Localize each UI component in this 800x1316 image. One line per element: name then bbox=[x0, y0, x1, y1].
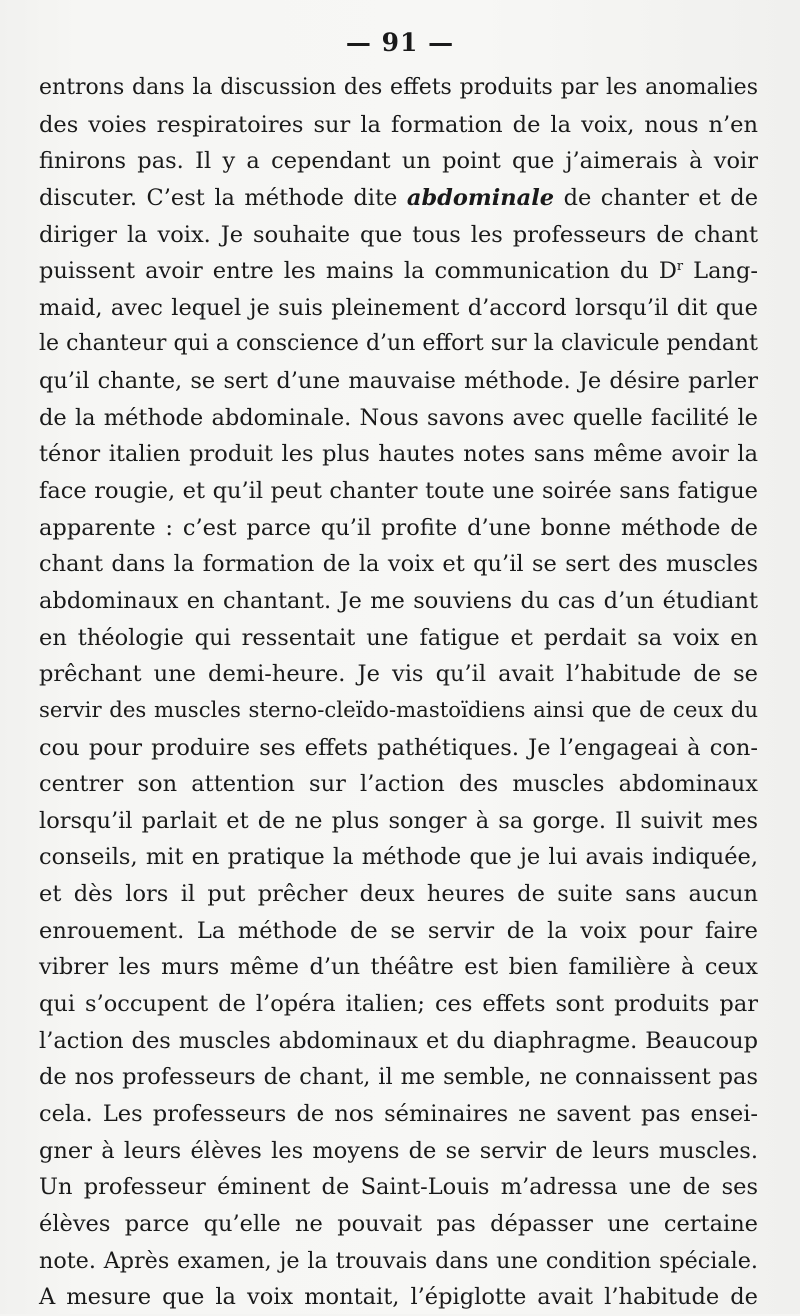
text-line: entrons dans la discussion des effets produits par les anomalies bbox=[39, 75, 758, 100]
text-line: et dès lors il put prêcher deux heures de suite sans aucun bbox=[39, 881, 758, 908]
text-line: finirons pas. Il y a cependant un point que j’aimerais à voir bbox=[39, 148, 758, 175]
text-line: de nos professeurs de chant, il me semble, ne connaissent pas bbox=[39, 1064, 758, 1091]
text-line: maid, avec lequel je suis pleinement d’accord lorsqu’il dit que bbox=[39, 294, 758, 321]
text-line: chant dans la formation de la voix et qu’il se sert des muscles bbox=[39, 551, 758, 578]
text-line: en théologie qui ressentait une fatigue et perdait sa voix en bbox=[39, 624, 758, 651]
text-line: centrer son attention sur l’action des muscles abdominaux bbox=[39, 771, 758, 798]
superscript: r bbox=[676, 259, 684, 275]
text-line: vibrer les murs même d’un théâtre est bien familière à ceux bbox=[39, 954, 758, 981]
text-line: lorsqu’il parlait et de ne plus songer à sa gorge. Il suivit mes bbox=[39, 807, 758, 834]
text-line: diriger la voix. Je souhaite que tous les professeurs de chant bbox=[39, 221, 758, 248]
text-line: Un professeur éminent de Saint-Louis m’adressa une de ses bbox=[39, 1174, 758, 1201]
text-line: apparente : c’est parce qu’il profite d’une bonne méthode de bbox=[39, 514, 758, 541]
text-line bbox=[39, 253, 758, 290]
text-line: enrouement. La méthode de se servir de la voix pour faire bbox=[39, 917, 758, 944]
text-line: cela. Les professeurs de nos séminaires ne savent pas ensei- bbox=[39, 1100, 758, 1127]
text-line: A mesure que la voix montait, l’épiglotte avait l’habitude de bbox=[39, 1284, 758, 1311]
text-line: gner à leurs élèves les moyens de se servir de leurs muscles. bbox=[39, 1137, 758, 1164]
page-number: — 91 — bbox=[345, 28, 455, 57]
text-segment: de chanter et de bbox=[554, 184, 759, 211]
text-segment: puissent avoir entre les mains la communication du D bbox=[39, 258, 677, 285]
text-line: des voies respiratoires sur la formation de la voix, nous n’en bbox=[39, 111, 758, 138]
text-line: note. Après examen, je la trouvais dans une condition spéciale. bbox=[39, 1247, 758, 1274]
text-line: abdominaux en chantant. Je me souviens du cas d’un étudiant bbox=[39, 587, 758, 614]
text-line: ténor italien produit les plus hautes notes sans même avoir la bbox=[39, 441, 758, 468]
text-line: l’action des muscles abdominaux et du diaphragme. Beaucoup bbox=[39, 1027, 758, 1054]
text-line: qui s’occupent de l’opéra italien; ces effets sont produits par bbox=[39, 991, 758, 1018]
text-line: face rougie, et qu’il peut chanter toute une soirée sans fatigue bbox=[39, 478, 758, 505]
text-segment: discuter. C’est la méthode dite bbox=[39, 184, 407, 211]
text-segment: Lang- bbox=[683, 258, 758, 285]
text-line: conseils, mit en pratique la méthode que je lui avais indiquée, bbox=[39, 844, 758, 871]
text-line bbox=[39, 180, 758, 217]
text-line: prêchant une demi-heure. Je vis qu’il avait l’habitude de se bbox=[39, 661, 758, 688]
text-line: le chanteur qui a conscience d’un effort sur la clavicule pendant bbox=[39, 331, 758, 357]
text-line: qu’il chante, se sert d’une mauvaise méthode. Je désire parler bbox=[39, 368, 758, 395]
body-text bbox=[39, 70, 758, 1316]
text-line: de la méthode abdominale. Nous savons avec quelle facilité le bbox=[39, 404, 758, 431]
text-line: servir des muscles sterno-cleïdo-mastoïdiens ainsi que de ceux du bbox=[39, 697, 758, 723]
text-line: élèves parce qu’elle ne pouvait pas dépasser une certaine bbox=[39, 1210, 758, 1237]
italic-term: abdominale bbox=[406, 184, 555, 211]
text-line: cou pour produire ses effets pathétiques. Je l’engageai à con- bbox=[39, 734, 758, 761]
